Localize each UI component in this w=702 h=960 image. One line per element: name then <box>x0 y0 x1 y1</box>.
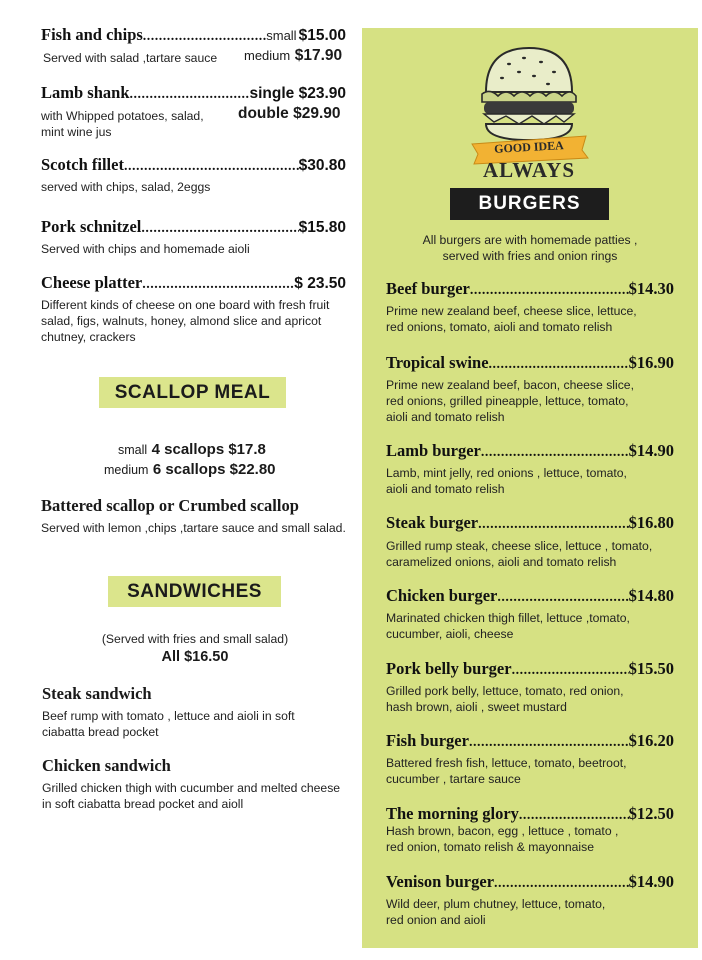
burger-description: Grilled rump steak, cheese slice, lettuce , tomato, caramelized onions, aioli and tomato relish <box>386 539 653 569</box>
item-name: Scotch fillet <box>41 155 124 174</box>
sandwich-description: Grilled chicken thigh with cucumber and melted cheese in soft ciabatta bread pocket and aioll <box>42 781 341 811</box>
section-heading-burgers: BURGERS <box>450 188 609 220</box>
item-price: $ 23.50 <box>294 275 346 292</box>
burger-item: Pork belly burger ..... $15.50 <box>386 659 674 679</box>
dotted-leader <box>130 87 250 103</box>
item-description: with Whipped potatoes, salad, mint wine jus <box>41 109 204 139</box>
scallop-small-offer: small 4 scallops $17.8 <box>118 441 266 458</box>
sandwiches-note: (Served with fries and small salad) <box>101 632 289 646</box>
burger-description: Lamb, mint jelly, red onions , lettuce, tomato, aioli and tomato relish <box>386 466 627 496</box>
item-price: $30.80 <box>298 157 346 174</box>
burger-item: Lamb burger ..... $14.90 <box>386 441 674 461</box>
scallop-description: Served with lemon ,chips ,tartare sauce and small salad. <box>41 521 346 535</box>
burger-item: Tropical swine ..... $16.90 <box>386 353 674 373</box>
burgers-intro: All burgers are with homemade patties , served with fries and onion rings <box>422 233 638 263</box>
menu-item-scotch-fillet <box>41 155 346 175</box>
menu-item-pork-schnitzel <box>41 217 346 237</box>
logo-word: ALWAYS <box>483 158 575 182</box>
burger-item: Chicken burger ..... $14.80 <box>386 586 674 606</box>
item-name: Lamb shank <box>41 83 130 102</box>
burger-item: Fish burger ..... $16.20 <box>386 731 674 751</box>
price-medium <box>244 47 342 65</box>
menu-item-fish-and-chips <box>41 25 346 45</box>
section-heading-scallop-meal: SCALLOP MEAL <box>99 377 286 408</box>
dotted-leader <box>141 221 298 237</box>
item-name: Cheese platter <box>41 273 143 292</box>
menu-item-cheese-platter <box>41 273 346 293</box>
dotted-leader <box>142 277 294 293</box>
logo <box>464 40 594 180</box>
item-description: Served with chips and homemade aioli <box>41 242 250 256</box>
burger-item: The morning glory ..... $12.50 <box>386 804 674 824</box>
dotted-leader <box>143 29 266 45</box>
item-description: served with chips, salad, 2eggs <box>41 180 211 194</box>
price-double: double $29.90 <box>238 105 341 122</box>
burger-item: Steak burger ..... $16.80 <box>386 513 674 533</box>
burger-item: Venison burger ..... $14.90 <box>386 872 674 892</box>
sandwiches-price: All $16.50 <box>161 649 229 665</box>
sandwich-name: Chicken sandwich <box>42 756 171 775</box>
menu-item-lamb-shank <box>41 83 346 103</box>
burger-description: Battered fresh fish, lettuce, tomato, beetroot, cucumber , tartare sauce <box>386 756 627 786</box>
item-name: Pork schnitzel <box>41 217 142 236</box>
sandwich-name: Steak sandwich <box>42 684 152 703</box>
scallop-medium-offer: medium 6 scallops $22.80 <box>104 461 276 478</box>
item-name: Fish and chips <box>41 25 143 44</box>
size-label: medium <box>244 48 291 63</box>
burger-description: Prime new zealand beef, bacon, cheese slice, red onions, grilled pineapple, lettuce, tomato, aioli and tomato relish <box>386 378 634 424</box>
burger-item: Beef burger ..... $14.30 <box>386 279 674 299</box>
burger-description: Prime new zealand beef, cheese slice, lettuce, red onions, tomato, aioli and tomato relish <box>386 304 637 334</box>
dotted-leader <box>124 159 299 175</box>
burger-description: Marinated chicken thigh fillet, lettuce ,tomato, cucumber, aioli, cheese <box>386 611 630 641</box>
section-heading-sandwiches: SANDWICHES <box>108 576 281 607</box>
item-price: $17.90 <box>294 47 343 64</box>
burger-description: Grilled pork belly, lettuce, tomato, red onion, hash brown, aioli , sweet mustard <box>386 684 624 714</box>
item-price: single $23.90 <box>249 85 346 102</box>
size-label: small <box>266 28 297 43</box>
scallop-title: Battered scallop or Crumbed scallop <box>41 496 299 515</box>
logo-ribbon-text: GOOD IDEA <box>493 138 565 156</box>
item-description: Different kinds of cheese on one board with fresh fruit salad, figs, walnuts, honey, almond slice and apricot chutney, crackers <box>41 298 330 344</box>
item-price: $15.80 <box>298 219 346 236</box>
item-description: Served with salad ,tartare sauce <box>43 51 218 65</box>
sandwich-description: Beef rump with tomato , lettuce and aioli in soft ciabatta bread pocket <box>42 709 295 739</box>
item-price: $15.00 <box>298 27 346 44</box>
burger-description: Hash brown, bacon, egg , lettuce , tomato , red onion, tomato relish & mayonnaise <box>386 824 619 854</box>
burger-description: Wild deer, plum chutney, lettuce, tomato, red onion and aioli <box>386 897 606 927</box>
